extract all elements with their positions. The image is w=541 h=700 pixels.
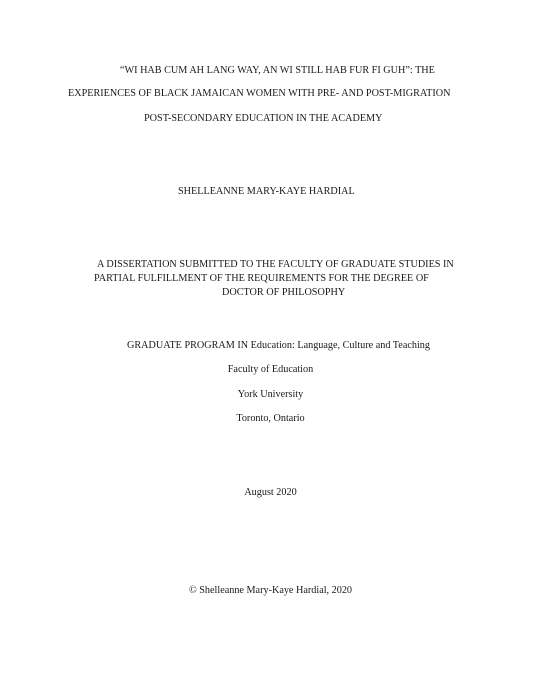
submission-line-1: A DISSERTATION SUBMITTED TO THE FACULTY OF GRADUATE STUDIES IN <box>97 259 454 270</box>
title-line-3: POST-SECONDARY EDUCATION IN THE ACADEMY <box>144 113 383 124</box>
submission-line-2: PARTIAL FULFILLMENT OF THE REQUIREMENTS FOR THE DEGREE OF <box>94 273 429 284</box>
copyright-notice: © Shelleanne Mary-Kaye Hardial, 2020 <box>188 585 353 596</box>
university-name: York University <box>237 389 304 400</box>
university-location: Toronto, Ontario <box>236 413 305 424</box>
title-line-1: “WI HAB CUM AH LANG WAY, AN WI STILL HAB FUR FI GUH”: THE <box>120 65 435 76</box>
graduate-program: GRADUATE PROGRAM IN Education: Language, Culture and Teaching <box>127 340 430 351</box>
faculty-name: Faculty of Education <box>227 364 314 375</box>
author-name: SHELLEANNE MARY-KAYE HARDIAL <box>178 186 355 197</box>
title-line-2: EXPERIENCES OF BLACK JAMAICAN WOMEN WITH PRE- AND POST-MIGRATION <box>68 88 451 99</box>
submission-line-3: DOCTOR OF PHILOSOPHY <box>222 287 346 298</box>
submission-date: August 2020 <box>244 487 297 498</box>
